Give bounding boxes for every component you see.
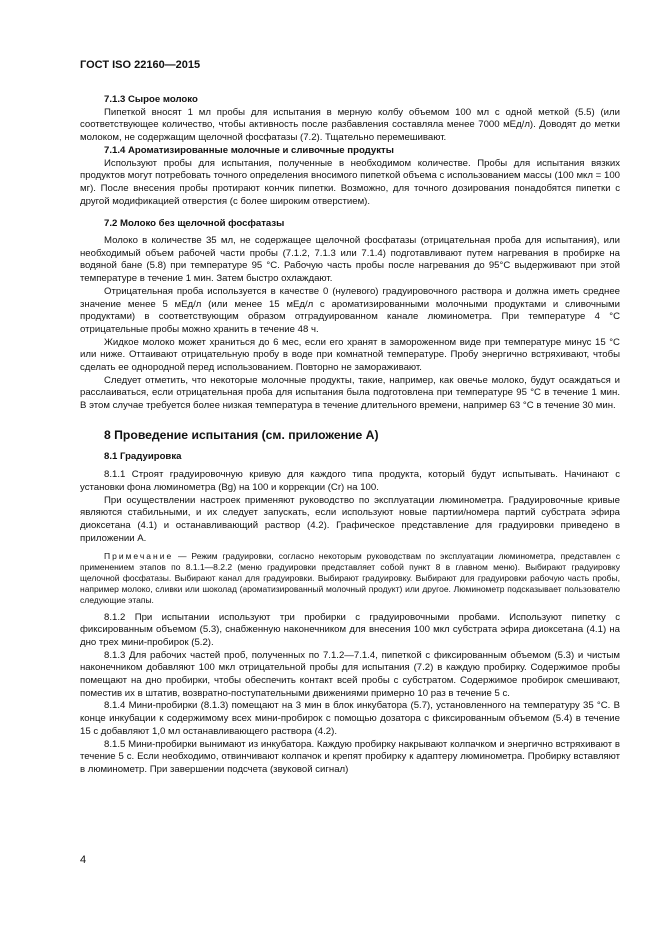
note (80, 551, 620, 606)
section-8-1-title: 8.1 Градуировка (104, 450, 182, 462)
paragraph: Жидкое молоко может храниться до 6 мес, если его хранят в замороженном виде при температуре минус 15 °С или ниже. Оттаивают отрицательную пробу в воде при комнатной температуре. Пробу энергично встряхивают, чтобы сделать ее однородной перед использованием. Повторно не замораживают. (80, 336, 620, 374)
section-7-1-3-title: 7.1.3 Сырое молоко (104, 94, 198, 105)
paragraph: Используют пробы для испытания, полученные в необходимом количестве. Пробы для испытания вязких продуктов могут потребовать точного определения вносимого пипеткой объема с использованием массы (100 мкл = 100 мг). После внесения пробы протирают кончик пипетки. Возможно, для точного дозирования понадобятся пипетки с другой модификацией отверстия (с более широким отверстием). (80, 157, 620, 207)
section-7-1-4-title: 7.1.4 Ароматизированные молочные и сливочные продукты (104, 144, 394, 156)
section-8-title: 8 Проведение испытания (см. приложение А) (104, 427, 379, 442)
paragraph: Пипеткой вносят 1 мл пробы для испытания в мерную колбу объемом 100 мл с одной меткой (5.5) (или соответствующее количество, чтобы активность после разбавления составляла менее 7000 мЕд/л). Доводят до метки молоком, не содержащим щелочной фосфатазы (7.2). Тщательно перемешивают. (80, 106, 620, 144)
paragraph: 8.1.1 Строят градуировочную кривую для каждого типа продукта, который будут испытывать. Начинают с установки фона люминометра (Bg) на 100 и коррекции (Cr) на 100. (80, 469, 620, 493)
paragraph: При осуществлении настроек применяют руководство по эксплуатации люминометра. Градуировочные кривые являются стабильными, и их следует запускать, если используют новые партии/номера партий субстрата эфира диоксетана (4.1) и останавливающий раствор (4.2). Графическое представление для градуировки приведено в приложении А. (80, 494, 620, 544)
document-body (80, 94, 620, 777)
paragraph: 8.1.4 Мини-пробирки (8.1.3) помещают на 3 мин в блок инкубатора (5.7), установленного на температуру 35 °С. В конце инкубации к содержимому всех мини-пробирок с помощью дозатора с фиксированным объемом (5.4) в течение 15 с добавляют 1,0 мл останавливающего раствора (4.2). (80, 700, 620, 737)
paragraph: 8.1.5 Мини-пробирки вынимают из инкубатора. Каждую пробирку накрывают колпачком и энергично встряхивают в течение 5 с. Если необходимо, отвинчивают колпачок и крепят пробирку к адаптеру люминометра. Пробирку вставляют в люминометр. При завершении подсчета (звуковой сигнал) (80, 738, 620, 775)
note-label: Примечание (104, 550, 174, 561)
section-7-2-title: 7.2 Молоко без щелочной фосфатазы (104, 218, 285, 230)
page-number: 4 (80, 854, 87, 866)
note-text: — Режим градуировки, согласно некоторым руководствам по эксплуатации люминометра, представлен с применением этапов по 8.1.1—8.2.2 (меню градуировки представляет собой пункт 8 в главном меню). Выбирают градуировку щелочной фосфатазы. Выбирают канал для градуировки. Выбирают градуировку. Выбирают для градуировки рабочую часть пробы, например молоко, сливки или шоколад (ароматизированный молочный продукт) или другое. Люминометр подсказывает пользователю следующие этапы. (80, 550, 620, 605)
standard-code-header: ГОСТ ISO 22160—2015 (80, 59, 201, 71)
paragraph: Молоко в количестве 35 мл, не содержащее щелочной фосфатазы (отрицательная проба для испытания), или необходимый объем рабочей части пробы (7.1.2, 7.1.3 или 7.1.4) подготавливают путем нагревания в пробирке на водяной бане (5.8) при температуре 95 °С. Рабочую часть пробы после нагревания до 95°С выдерживают при этой температуре в течение 1 мин. Затем быстро охлаждают. (80, 235, 620, 285)
paragraph: 8.1.3 Для рабочих частей проб, полученных по 7.1.2—7.1.4, пипеткой с фиксированным объемом (5.3) и чистым наконечником добавляют 100 мкл отрицательной пробы для испытания (7.2) в каждую пробирку. Содержимое пробы помещают на дно пробирки, чтобы обеспечить контакт всей пробы с субстратом. Содержимое пробирок смешивают, поместив их в штатив, возвратно-поступательными движениями примерно 10 раз в течение 5 с. (80, 649, 620, 699)
paragraph: Следует отметить, что некоторые молочные продукты, такие, например, как овечье молоко, будут осаждаться и расслаиваться, если отрицательная проба для испытания была подготовлена при температуре 95 °С в течение 1 мин. В этом случае требуется более низкая температура в течение длительного времени, например 63 °С в течение 30 мин. (80, 374, 620, 412)
paragraph: Отрицательная проба используется в качестве 0 (нулевого) градуировочного раствора и должна иметь среднее значение менее 5 мЕд/л (или менее 15 мЕд/л с ароматизированными молочными продуктами и сливочными продуктами) в соответствующим образом отградуированном канале люминометра. При температуре 4 °С отрицательные пробы можно хранить в течение 48 ч. (80, 285, 620, 335)
paragraph: 8.1.2 При испытании используют три пробирки с градуировочными пробами. Используют пипетку с фиксированным объемом (5.3), снабженную наконечником для внесения 100 мкл субстрата эфира диоксетана (4.1) на дно трех мини-пробирок (5.2). (80, 611, 620, 648)
